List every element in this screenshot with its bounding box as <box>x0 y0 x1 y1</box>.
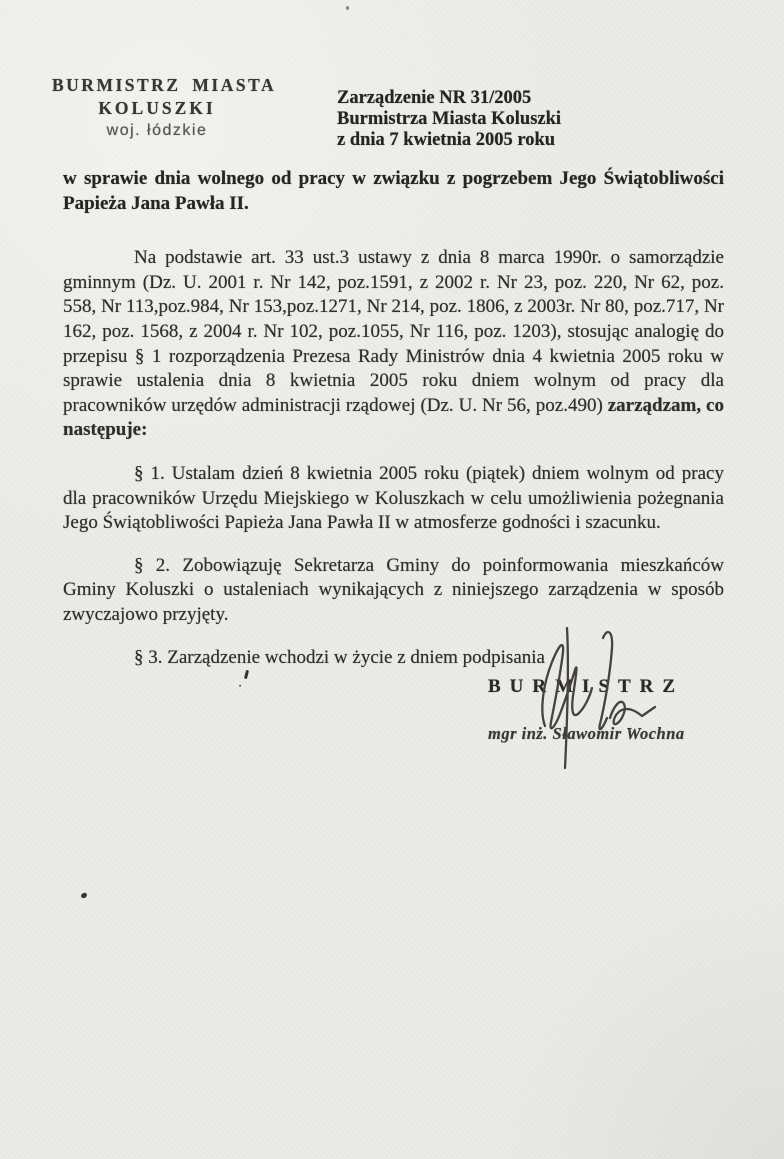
letterhead-stamp <box>52 74 277 141</box>
ordering-clause: zarządzam, co następuje: <box>63 394 724 441</box>
paragraph-2: § 2. Zobowiązuję Sekretarza Gminy do poinformowania mieszkańców Gminy Koluszki o ustaleniach wynikających z niniejszego zarządzenia w sposób zwyczajowo przyjęty. <box>63 554 724 625</box>
document-title-date: z dnia 7 kwietnia 2005 roku <box>337 130 556 150</box>
signer-name: mgr inż. Sławomir Wochna <box>488 724 685 743</box>
document-body <box>63 167 724 670</box>
signer-office-title: BURMISTRZ <box>488 676 685 697</box>
document-title-issuer: Burmistrza Miasta Koluszki <box>337 109 562 129</box>
scan-speck-top <box>346 6 349 10</box>
paragraph-1: § 1. Ustalam dzień 8 kwietnia 2005 roku (piątek) dniem wolnym od pracy dla pracowników Urzędu Miejskiego w Koluszkach w celu umożliwienia pożegnania Jego Świątobliwości Papieża Jana Pawła II w atmosferze godności i szacunku. <box>63 462 724 534</box>
legal-basis-text: Na podstawie art. 33 ust.3 ustawy z dnia 8 marca 1990r. o samorządzie gminnym (Dz. U. 2001 r. Nr 142, poz.1591, z 2002 r. Nr 23, poz. 220, Nr 62, poz. 558, Nr 113,poz.984, Nr 153,poz.1271, Nr 214, poz. 1806, z 2003r. Nr 80, poz.717, Nr 162, poz. 1568, z 2004 r. Nr 102, poz.1055, Nr 116, poz. 1203), stosując analogię do przepisu § 1 rozporządzenia Prezesa Rady Ministrów dnia 4 kwietnia 2005 roku w sprawie ustalenia dnia 8 kwietnia 2005 roku dniem wolnym od pracy dla pracowników urzędów administracji rządowej (Dz. U. Nr 56, poz.490) <box>63 247 724 416</box>
document-title-number: Zarządzenie NR 31/2005 <box>337 88 532 108</box>
letterhead-voivodeship: woj. łódzkie <box>106 122 208 140</box>
scan-mark-apostrophe <box>244 670 249 679</box>
document-subject: w sprawie dnia wolnego od pracy w związku z pogrzebem Jego Świątobliwości Papieża Jana Pawła II. <box>63 168 724 214</box>
signature-block <box>488 676 748 744</box>
letterhead-authority-line1: BURMISTRZ MIASTA <box>52 75 277 95</box>
scan-speck-left-margin <box>80 892 87 899</box>
letterhead-authority-line2: KOLUSZKI <box>98 98 216 119</box>
legal-basis-preamble <box>63 246 724 443</box>
document-title-block <box>337 88 561 151</box>
paragraph-3: § 3. Zarządzenie wchodzi w życie z dniem podpisania <box>134 646 545 668</box>
